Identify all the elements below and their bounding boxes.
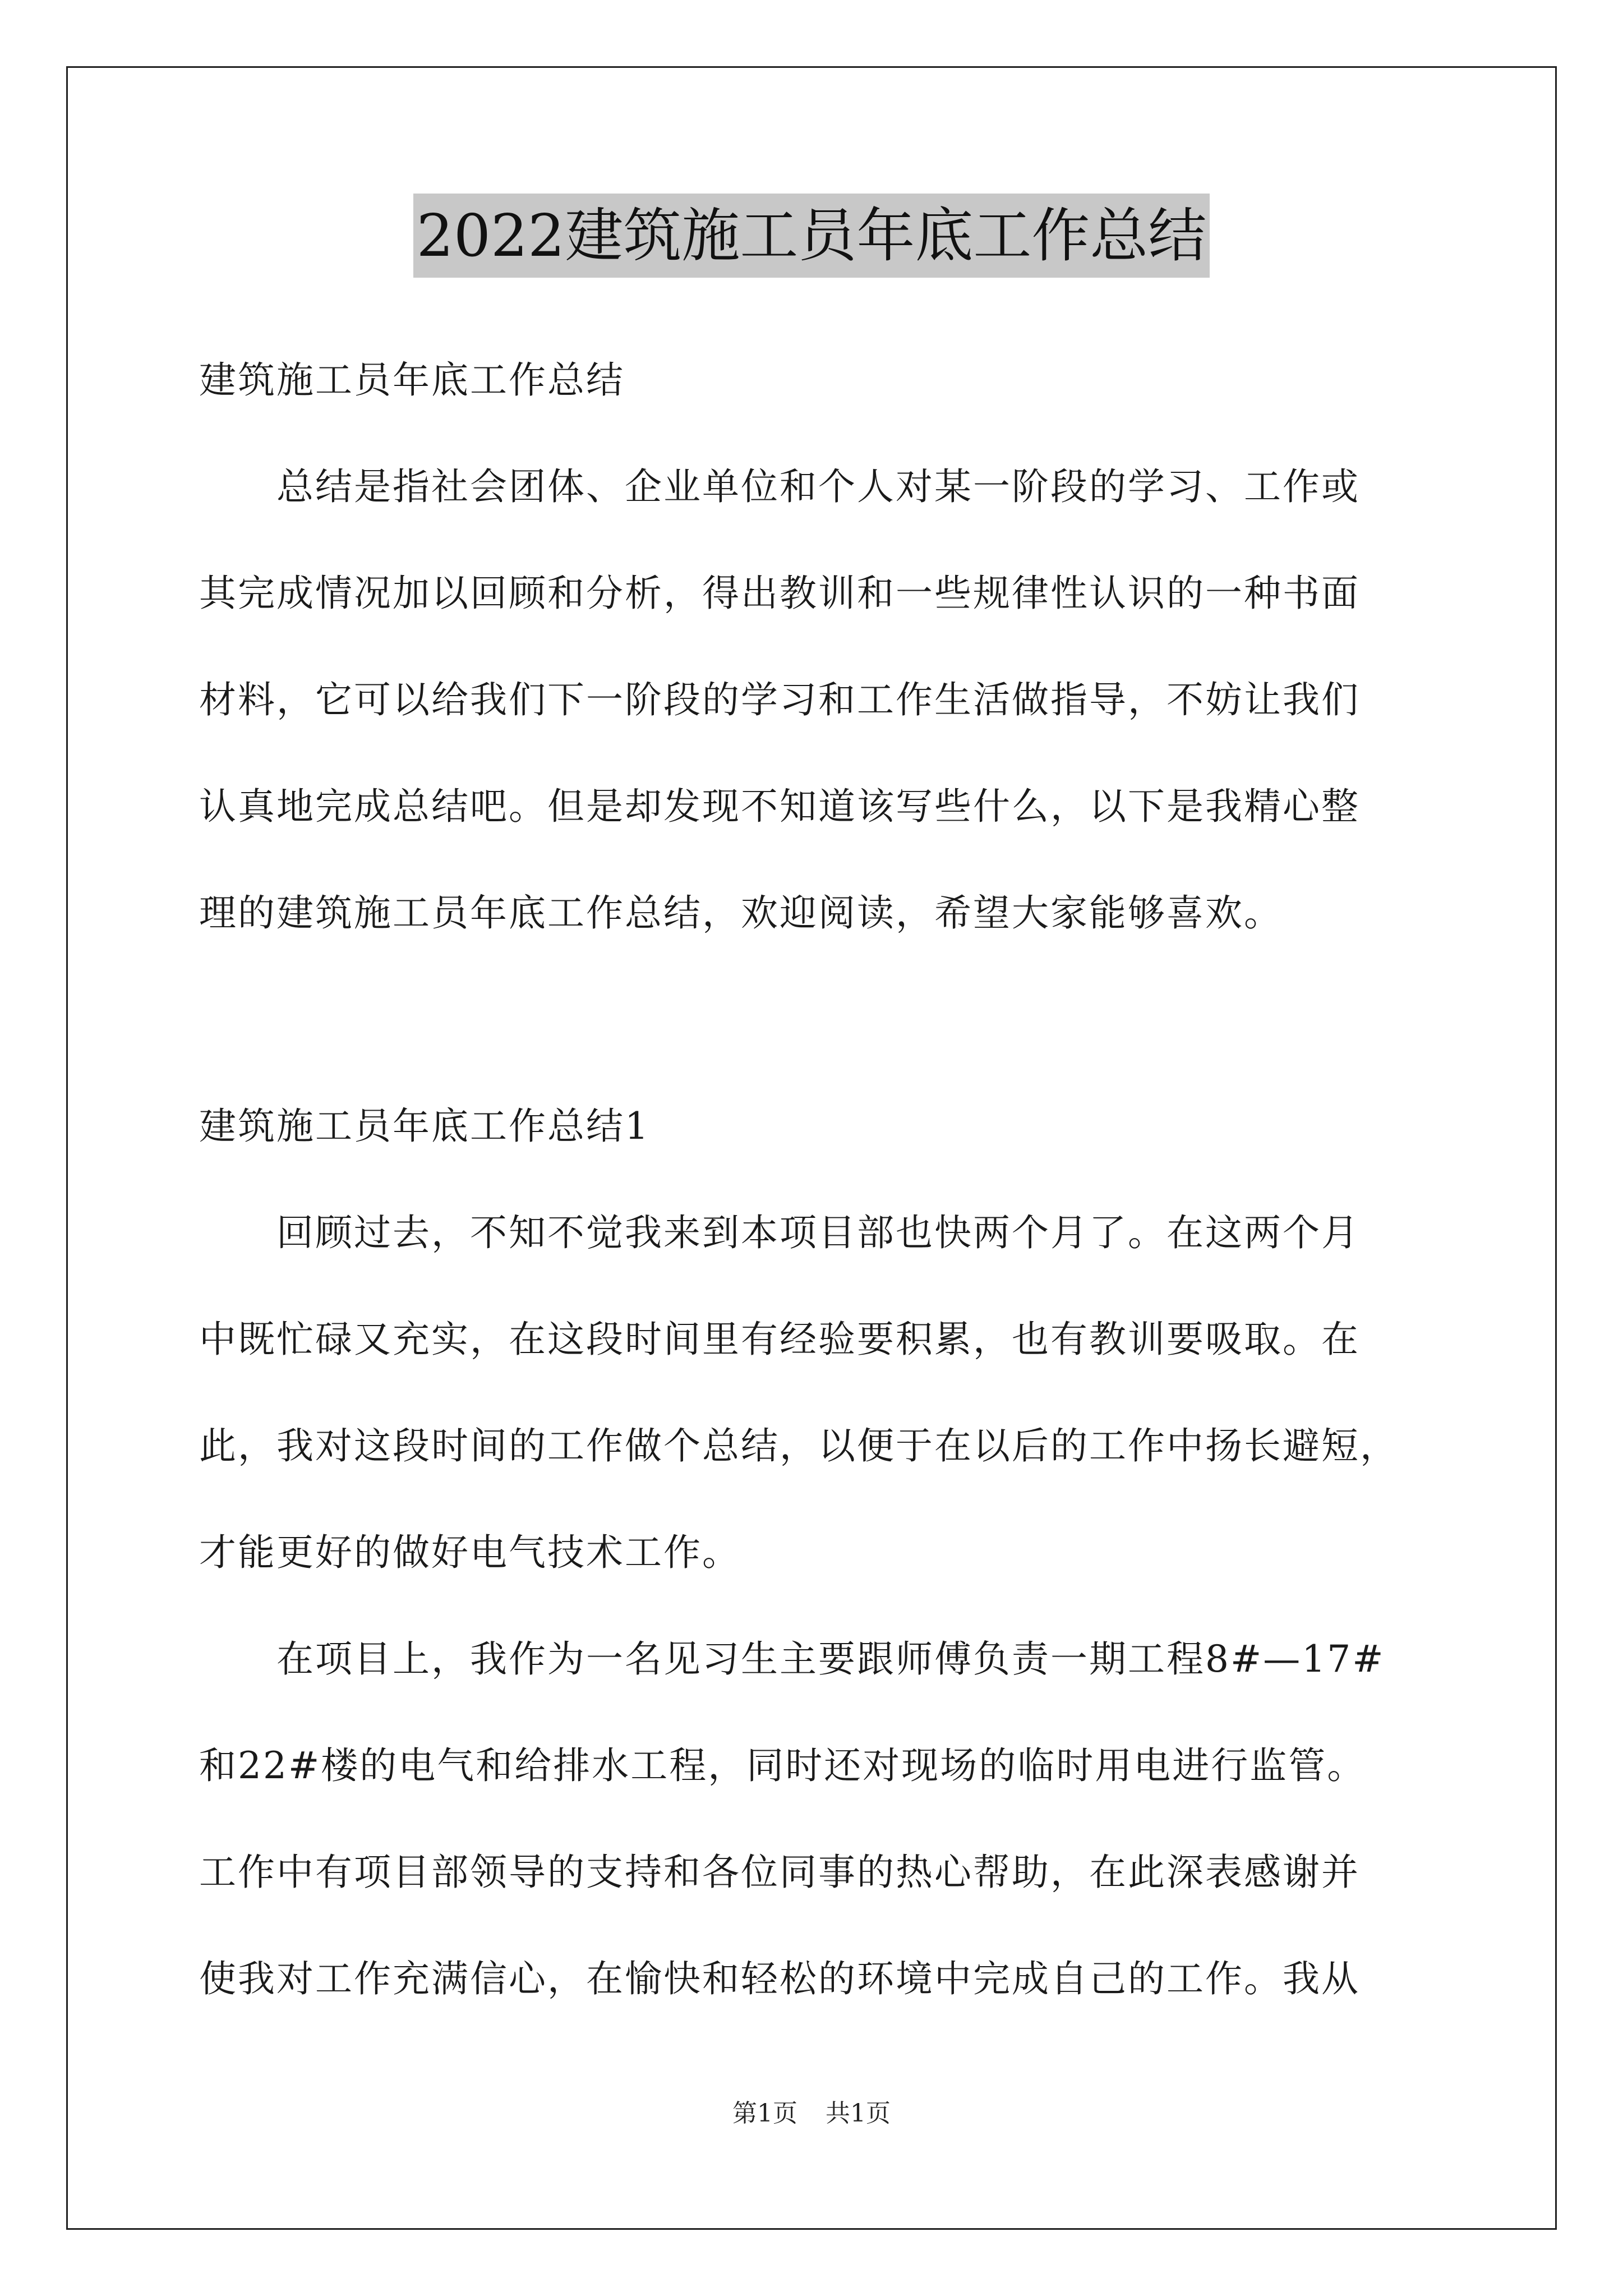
paragraph-line: 其完成情况加以回顾和分析，得出教训和一些规律性认识的一种书面 — [199, 572, 1360, 615]
paragraph-line: 才能更好的做好电气技术工作。 — [199, 1531, 741, 1574]
paragraph-line: 在项目上，我作为一名见习生主要跟师傅负责一期工程8#—17# — [199, 1637, 1385, 1681]
paragraph-line: 认真地完成总结吧。但是却发现不知道该写些什么，以下是我精心整 — [199, 785, 1360, 828]
paragraph-line: 中既忙碌又充实，在这段时间里有经验要积累，也有教训要吸取。在 — [199, 1318, 1360, 1361]
title-wrapper — [0, 194, 1623, 278]
paragraph-line: 和22#楼的电气和给排水工程，同时还对现场的临时用电进行监管。 — [199, 1744, 1366, 1787]
paragraph-line: 使我对工作充满信心，在愉快和轻松的环境中完成自己的工作。我从 — [199, 1957, 1360, 2000]
document-title: 2022建筑施工员年底工作总结 — [413, 194, 1210, 278]
paragraph-line: 工作中有项目部领导的支持和各位同事的热心帮助，在此深表感谢并 — [199, 1851, 1360, 1894]
page-number-total: 共1页 — [826, 2099, 891, 2128]
paragraph-line: 回顾过去，不知不觉我来到本项目部也快两个月了。在这两个月 — [199, 1211, 1360, 1254]
paragraph-line: 材料，它可以给我们下一阶段的学习和工作生活做指导，不妨让我们 — [199, 678, 1360, 721]
paragraph-line: 此，我对这段时间的工作做个总结，以便于在以后的工作中扬长避短， — [199, 1424, 1399, 1467]
page-number-current: 第1页 — [732, 2099, 797, 2128]
page-footer — [0, 2097, 1623, 2131]
section-heading: 建筑施工员年底工作总结1 — [199, 1105, 650, 1148]
section-heading: 建筑施工员年底工作总结 — [199, 358, 625, 402]
paragraph-line: 总结是指社会团体、企业单位和个人对某一阶段的学习、工作或 — [199, 465, 1360, 508]
paragraph-line: 理的建筑施工员年底工作总结，欢迎阅读，希望大家能够喜欢。 — [199, 891, 1283, 935]
